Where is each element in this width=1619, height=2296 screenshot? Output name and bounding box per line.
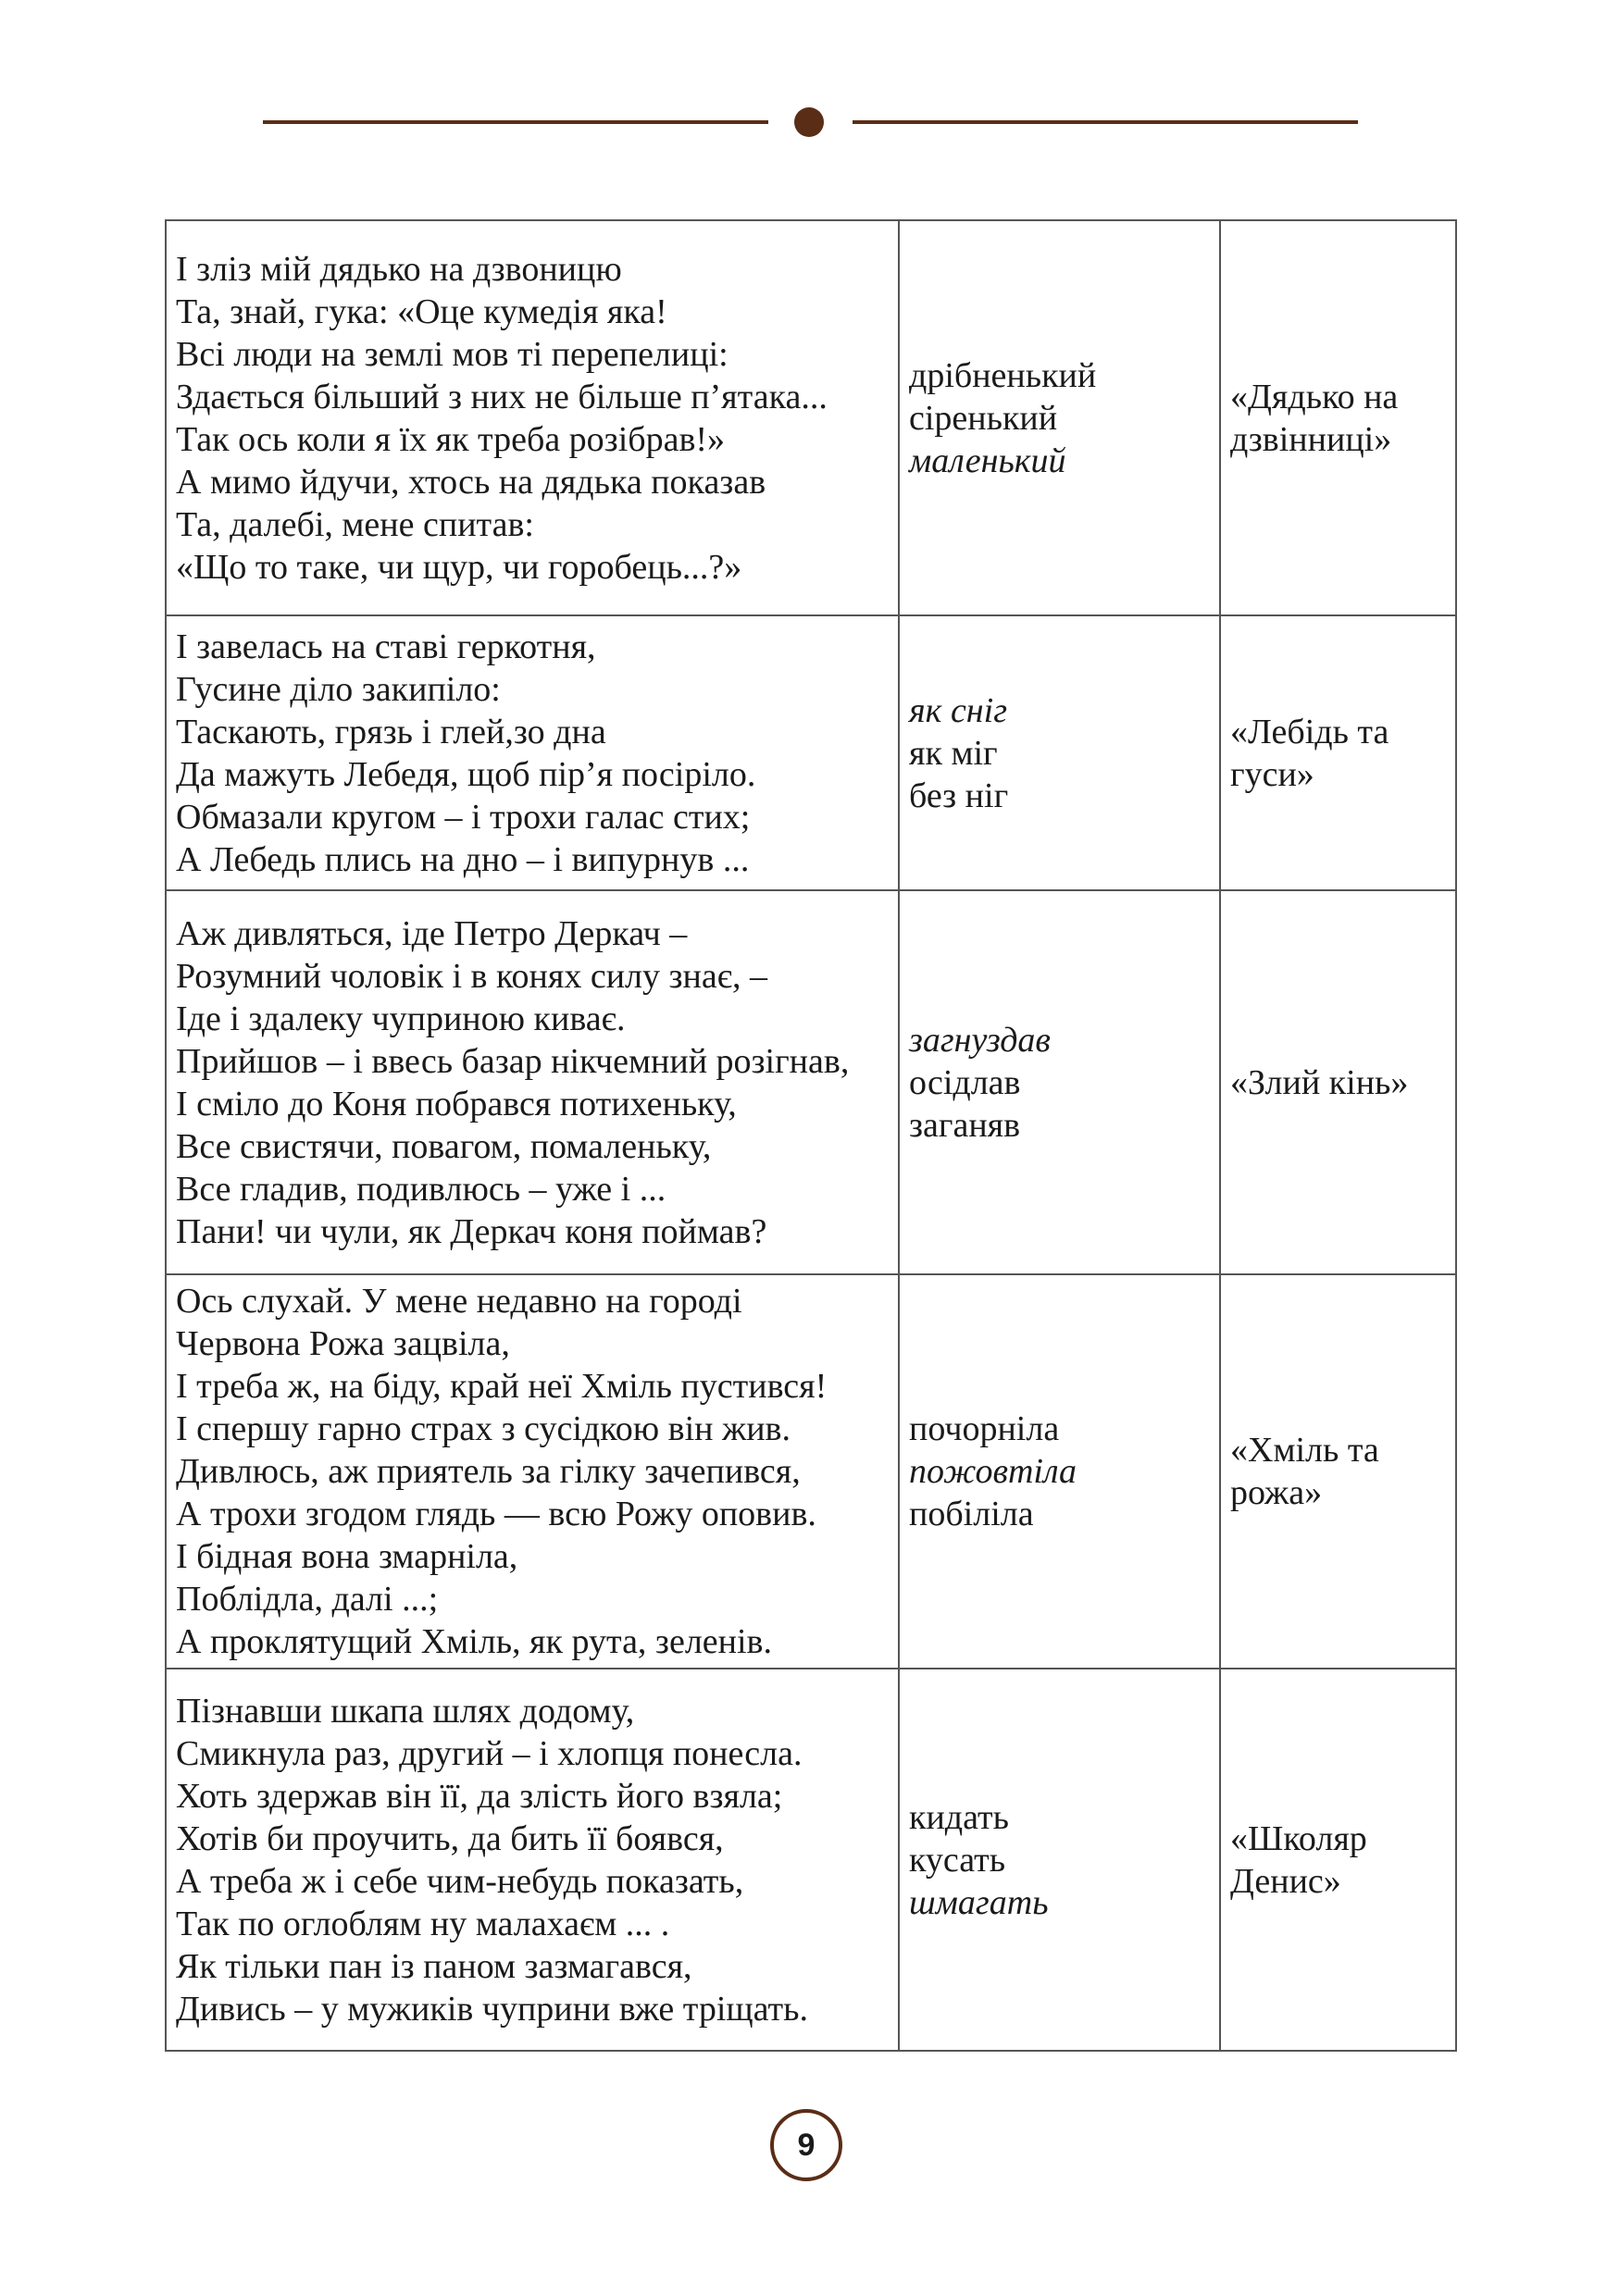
- poem-line: Да мажуть Лебедя, щоб пір’я посіріло.: [176, 754, 756, 794]
- fable-title-line: «Злий кінь»: [1230, 1062, 1409, 1102]
- word-option: кусать: [909, 1840, 1006, 1880]
- poem-line: Дивись – у мужиків чуприни вже тріщать.: [176, 1989, 808, 2029]
- fable-title-cell: [1220, 615, 1456, 890]
- poem-line: Аж дивляться, іде Петро Деркач –: [176, 913, 688, 953]
- word-option-answer: маленький: [909, 441, 1066, 480]
- fable-title-line: рожа»: [1230, 1473, 1323, 1512]
- poem-cell: [166, 1274, 899, 1669]
- poem-line: Смикнула раз, другий – і хлопця понесла.: [176, 1733, 803, 1773]
- poem-line: Ось слухай. У мене недавно на городі: [176, 1282, 742, 1321]
- fable-title-line: гуси»: [1230, 754, 1314, 794]
- poem-line: Пани! чи чули, як Деркач коня поймав?: [176, 1211, 767, 1251]
- poem-line: І сміло до Коня побрався потихеньку,: [176, 1084, 737, 1123]
- poem-line: Дивлюсь, аж приятель за гілку зачепився,: [176, 1452, 801, 1491]
- poem-line: Хоть здержав він її, да злість його взяла;: [176, 1776, 783, 1816]
- fable-title-cell: [1220, 1669, 1456, 2051]
- poem-line: Та, знай, гука: «Оце кумедія яка!: [176, 292, 667, 331]
- poem-line: І бідная вона змарніла,: [176, 1537, 518, 1576]
- fables-table-body: [166, 220, 1456, 2051]
- poem-line: Здається більший з них не більше п’ятака...: [176, 377, 828, 416]
- fable-title-cell: [1220, 890, 1456, 1274]
- word-options-cell: [899, 890, 1220, 1274]
- word-option-answer: пожовтіла: [909, 1452, 1077, 1491]
- word-option-answer: загнуздав: [909, 1020, 1051, 1060]
- fable-title-cell: [1220, 220, 1456, 615]
- poem-cell: [166, 220, 899, 615]
- fable-title-line: «Хміль та: [1230, 1431, 1379, 1470]
- table-row: [166, 1669, 1456, 2051]
- poem-line: І завелась на ставі геркотня,: [176, 627, 596, 666]
- poem-line: Розумний чоловік і в конях силу знає, –: [176, 956, 768, 996]
- fables-table: [165, 219, 1457, 2052]
- word-option-answer: шмагать: [909, 1882, 1049, 1922]
- fable-title-line: дзвінниці»: [1230, 419, 1392, 459]
- poem-line: Таскають, грязь і глей,зо дна: [176, 712, 606, 751]
- poem-line: Іде і здалеку чуприною киває.: [176, 999, 626, 1038]
- fable-title-line: Денис»: [1230, 1861, 1341, 1901]
- poem-line: Обмазали кругом – і трохи галас стих;: [176, 797, 751, 837]
- word-option: сіренький: [909, 398, 1058, 438]
- poem-line: Гусине діло закипіло:: [176, 669, 501, 709]
- fable-title-cell: [1220, 1274, 1456, 1669]
- word-options-cell: [899, 615, 1220, 890]
- poem-line: І спершу гарно страх з сусідкою він жив.: [176, 1409, 791, 1448]
- word-options-cell: [899, 1669, 1220, 2051]
- table-row: [166, 615, 1456, 890]
- ornament-line-left: [263, 120, 768, 124]
- word-option: побіліла: [909, 1495, 1034, 1533]
- poem-line: А треба ж і себе чим-небудь показать,: [176, 1861, 744, 1901]
- poem-line: Червона Рожа зацвіла,: [176, 1324, 510, 1363]
- poem-line: Все свистячи, повагом, помаленьку,: [176, 1126, 712, 1166]
- fable-title-line: «Дядько на: [1230, 377, 1399, 416]
- word-options-cell: [899, 220, 1220, 615]
- poem-line: Всі люди на землі мов ті перепелиці:: [176, 334, 729, 374]
- poem-line: А трохи згодом глядь — всю Рожу оповив.: [176, 1495, 816, 1533]
- header-ornament: [0, 0, 1619, 185]
- table-row: [166, 220, 1456, 615]
- word-option: як міг: [909, 733, 998, 773]
- page-number: 9: [770, 2109, 842, 2181]
- poem-line: Так ось коли я їх як треба розібрав!»: [176, 419, 726, 459]
- poem-line: Так по оглоблям ну малахаєм ... .: [176, 1904, 670, 1943]
- poem-line: Пізнавши шкапа шлях додому,: [176, 1691, 635, 1731]
- fable-title-line: «Лебідь та: [1230, 712, 1389, 751]
- word-option: кидать: [909, 1797, 1009, 1837]
- poem-line: А Лебедь плись на дно – і випурнув ...: [176, 839, 750, 879]
- poem-line: Прийшов – і ввесь базар нікчемний розігнав,: [176, 1041, 850, 1081]
- poem-line: А мимо йдучи, хтось на дядька показав: [176, 462, 766, 502]
- poem-cell: [166, 890, 899, 1274]
- ornament-dot: [794, 107, 824, 137]
- word-option-answer: як сніг: [909, 690, 1008, 730]
- poem-cell: [166, 1669, 899, 2051]
- word-option: почорніла: [909, 1409, 1060, 1448]
- poem-line: Як тільки пан із паном зазмагався,: [176, 1946, 692, 1986]
- word-option: дрібненький: [909, 355, 1097, 395]
- table-row: [166, 890, 1456, 1274]
- table-row: [166, 1274, 1456, 1669]
- word-option: заганяв: [909, 1105, 1021, 1145]
- poem-cell: [166, 615, 899, 890]
- poem-line: Поблідла, далі ...;: [176, 1580, 439, 1619]
- ornament-line-right: [853, 120, 1358, 124]
- poem-line: Хотів би проучить, да бить її боявся,: [176, 1818, 724, 1858]
- poem-line: І зліз мій дядько на дзвоницю: [176, 249, 622, 289]
- word-option: без ніг: [909, 776, 1009, 815]
- poem-line: А проклятущий Хміль, як рута, зеленів.: [176, 1622, 772, 1661]
- poem-line: Все гладив, подивлюсь – уже і ...: [176, 1169, 666, 1209]
- word-option: осідлав: [909, 1062, 1021, 1102]
- poem-line: Та, далебі, мене спитав:: [176, 504, 534, 544]
- poem-line: «Що то таке, чи щур, чи горобець...?»: [176, 547, 742, 587]
- poem-line: І треба ж, на біду, край неї Хміль пустився!: [176, 1367, 828, 1406]
- word-options-cell: [899, 1274, 1220, 1669]
- fable-title-line: «Школяр: [1230, 1818, 1367, 1858]
